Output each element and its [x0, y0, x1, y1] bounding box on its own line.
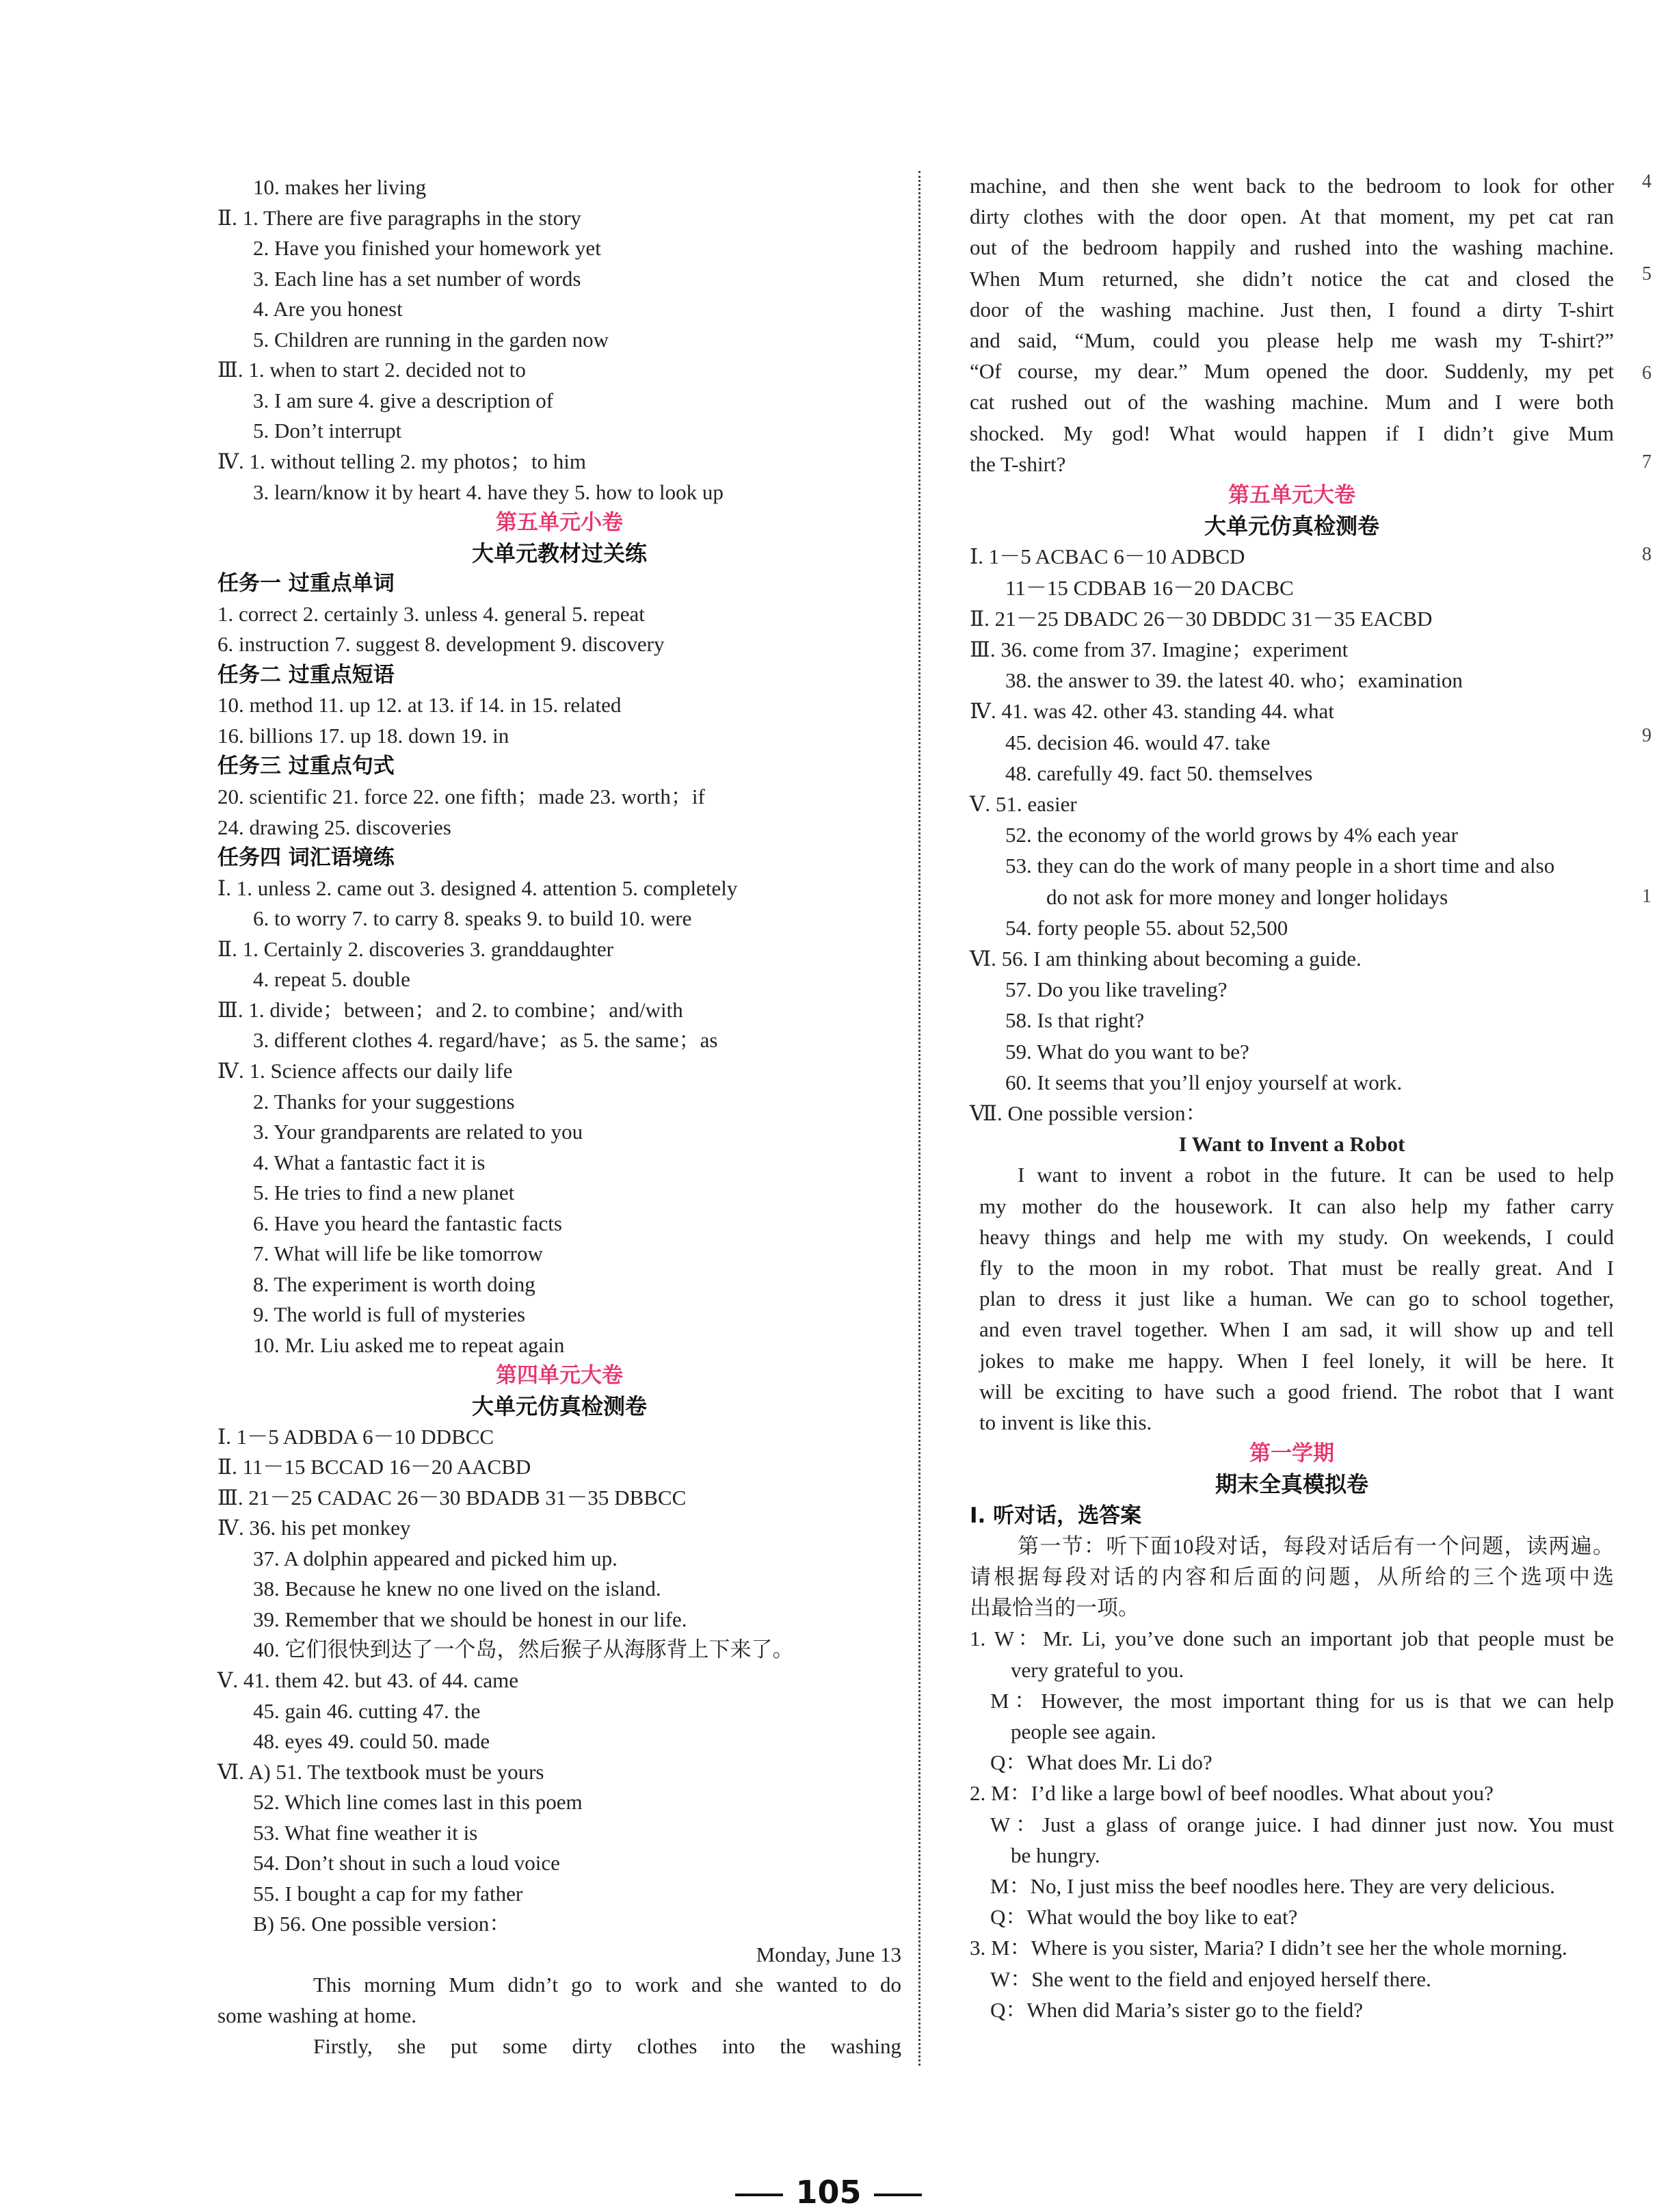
page-number-dash-right	[874, 2194, 922, 2196]
left-line: 任务四 词汇语境练	[217, 845, 395, 871]
right-line: 54. forty people 55. about 52,500	[1005, 915, 1288, 940]
page-number-text: 105	[795, 2174, 862, 2211]
left-line: Ⅴ. 41. them 42. but 43. of 44. came	[217, 1668, 518, 1692]
right-line: 38. the answer to 39. the latest 40. who；examination	[1005, 668, 1463, 693]
right-line: will be exciting to have such a good friend. The robot that I want	[979, 1379, 1614, 1404]
left-line: 10. makes her living	[253, 175, 427, 199]
right-line: door of the washing machine. Just then, I found a dirty T-shirt	[970, 297, 1614, 321]
right-line: 58. Is that right?	[1005, 1008, 1145, 1033]
right-line: Q：What does Mr. Li do?	[990, 1750, 1212, 1775]
left-line: 7. What will life be like tomorrow	[253, 1241, 543, 1266]
left-line: B) 56. One possible version：	[253, 1912, 511, 1936]
right-line: 第一节：听下面10段对话，每段对话后有一个问题，读两遍。	[1018, 1533, 1614, 1558]
right-line: be hungry.	[1011, 1843, 1100, 1867]
right-line: Ⅰ. 1－5 ACBAC 6－10 ADBCD	[970, 544, 1245, 569]
right-line: do not ask for more money and longer holidays	[1046, 884, 1448, 909]
right-line: “Of course, my dear.” Mum opened the door. Suddenly, my pet	[970, 359, 1614, 384]
left-line: 第五单元小卷	[496, 510, 623, 536]
left-line: This morning Mum didn’t go to work and she wanted to do	[313, 1973, 901, 1997]
right-line: Ⅱ. 21－25 DBADC 26－30 DBDDC 31－35 EACBD	[970, 606, 1433, 631]
left-line: 3. learn/know it by heart 4. have they 5. how to look up	[253, 479, 724, 504]
right-line: heavy things and help me with my study. On weekends, I could	[979, 1224, 1614, 1249]
left-line: 第四单元大卷	[496, 1363, 623, 1388]
left-line: Ⅱ. 11－15 BCCAD 16－20 AACBD	[217, 1455, 531, 1479]
right-line: 2. M：I’d like a large bowl of beef noodles. What about you?	[970, 1781, 1494, 1806]
right-line: plan to dress it just like a human. We can go to school together,	[979, 1287, 1614, 1311]
left-line: 5. Don’t interrupt	[253, 419, 402, 443]
edge-number: 1	[1642, 886, 1652, 907]
left-line: 38. Because he knew no one lived on the island.	[253, 1577, 661, 1601]
right-line: W：Just a glass of orange juice. I had dinner just now. You must	[990, 1812, 1614, 1836]
left-line: 8. The experiment is worth doing	[253, 1272, 535, 1296]
left-line: 4. Are you honest	[253, 297, 403, 321]
edge-number: 9	[1642, 725, 1652, 746]
left-line: 9. The world is full of mysteries	[253, 1302, 526, 1327]
right-line: Ⅵ. 56. I am thinking about becoming a guide.	[970, 947, 1362, 971]
right-line: 60. It seems that you’ll enjoy yourself at work.	[1005, 1070, 1403, 1094]
right-line: 出最恰当的一项。	[970, 1596, 1139, 1620]
right-line: Ⅲ. 36. come from 37. Imagine；experiment	[970, 637, 1349, 661]
left-line: 5. Children are running in the garden now	[253, 327, 609, 352]
left-line: 任务一 过重点单词	[217, 571, 395, 596]
left-line: 37. A dolphin appeared and picked him up.	[253, 1546, 618, 1570]
left-line: 54. Don’t shout in such a loud voice	[253, 1851, 560, 1875]
left-line: 6. instruction 7. suggest 8. development 9. discovery	[217, 632, 665, 657]
right-line: 大单元仿真检测卷	[1204, 513, 1379, 540]
right-line: machine, and then she went back to the bedroom to look for other	[970, 174, 1614, 198]
right-line: 第一学期	[1249, 1441, 1334, 1466]
edge-number: 6	[1642, 363, 1652, 384]
left-line: Ⅰ. 1－5 ADBDA 6－10 DDBCC	[217, 1424, 494, 1449]
left-line: 2. Have you finished your homework yet	[253, 236, 601, 261]
page-number-dash-left	[735, 2194, 783, 2196]
right-line: to invent is like this.	[979, 1410, 1152, 1434]
left-line: 大单元仿真检测卷	[471, 1393, 647, 1419]
right-line: 48. carefully 49. fact 50. themselves	[1005, 761, 1313, 785]
right-line: 53. they can do the work of many people in a short time and also	[1005, 854, 1555, 878]
left-line: 52. Which line comes last in this poem	[253, 1790, 583, 1815]
edge-number: 8	[1642, 544, 1652, 565]
left-line: Ⅳ. 36. his pet monkey	[217, 1516, 411, 1540]
left-line: 20. scientific 21. force 22. one fifth；made 23. worth；if	[217, 785, 705, 808]
right-line: 1. W：Mr. Li, you’ve done such an important job that people must be	[970, 1627, 1614, 1651]
left-line: 10. Mr. Liu asked me to repeat again	[253, 1332, 565, 1357]
left-line: Ⅱ. 1. There are five paragraphs in the story	[217, 205, 581, 230]
left-line: 任务二 过重点短语	[217, 662, 395, 687]
left-line: 3. different clothes 4. regard/have；as 5. the same；as	[253, 1028, 718, 1053]
left-line: Monday, June 13	[756, 1942, 901, 1966]
right-line: shocked. My god! What would happen if I didn’t give Mum	[970, 421, 1614, 445]
right-line: 11－15 CDBAB 16－20 DACBC	[1005, 575, 1294, 600]
left-line: 5. He tries to find a new planet	[253, 1181, 515, 1205]
right-line: 3. M：Where is you sister, Maria? I didn’t see her the whole morning.	[970, 1936, 1567, 1960]
left-line: Ⅳ. 1. Science affects our daily life	[217, 1058, 513, 1083]
right-line: Q：What would the boy like to eat?	[990, 1905, 1298, 1930]
right-line: the T-shirt?	[970, 451, 1066, 476]
left-line: 3. Your grandparents are related to you	[253, 1120, 583, 1144]
left-line: 40. 它们很快到达了一个岛，然后猴子从海豚背上下来了。	[253, 1637, 794, 1662]
left-line: 39. Remember that we should be honest in our life.	[253, 1607, 687, 1631]
left-line: 3. I am sure 4. give a description of	[253, 388, 554, 412]
left-line: Ⅳ. 1. without telling 2. my photos；to him	[217, 449, 587, 473]
left-line: 10. method 11. up 12. at 13. if 14. in 15. related	[217, 693, 622, 717]
right-line: 第五单元大卷	[1228, 483, 1355, 508]
right-line: out of the bedroom happily and rushed into the washing machine.	[970, 235, 1614, 260]
left-line: 3. Each line has a set number of words	[253, 266, 581, 291]
left-line: 2. Thanks for your suggestions	[253, 1089, 515, 1114]
left-line: Ⅲ. 1. divide；between；and 2. to combine；and/with	[217, 997, 683, 1022]
right-line: cat rushed out of the washing machine. Mum and I were both	[970, 390, 1614, 414]
left-line: 55. I bought a cap for my father	[253, 1881, 523, 1906]
right-line: Q：When did Maria’s sister go to the field?	[990, 1997, 1363, 2022]
right-line: 期末全真模拟卷	[1215, 1471, 1368, 1498]
column-divider	[918, 171, 920, 2066]
left-line: 16. billions 17. up 18. down 19. in	[217, 723, 509, 748]
right-line: fly to the moon in my robot. That must be really great. And I	[979, 1256, 1614, 1280]
left-line: 4. repeat 5. double	[253, 967, 410, 992]
right-line: and even travel together. When I am sad, it will show up and tell	[979, 1317, 1614, 1342]
right-line: M：However, the most important thing for us is that we can help	[990, 1688, 1614, 1713]
right-line: jokes to make me happy. When I feel lonely, it will be here. It	[979, 1348, 1614, 1373]
left-line: 4. What a fantastic fact it is	[253, 1150, 486, 1174]
right-line: When Mum returned, she didn’t notice the cat and closed the	[970, 266, 1614, 291]
right-line: Ⅳ. 41. was 42. other 43. standing 44. what	[970, 699, 1334, 724]
left-line: some washing at home.	[217, 2003, 417, 2027]
left-line: Ⅲ. 21－25 CADAC 26－30 BDADB 31－35 DBBCC	[217, 1485, 687, 1510]
left-line: 1. correct 2. certainly 3. unless 4. general 5. repeat	[217, 601, 645, 626]
edge-number: 4	[1642, 171, 1652, 192]
right-line: 52. the economy of the world grows by 4% each year	[1005, 823, 1458, 847]
right-line: very grateful to you.	[1011, 1657, 1184, 1682]
left-line: Ⅲ. 1. when to start 2. decided not to	[217, 358, 526, 382]
right-line: Ⅴ. 51. easier	[970, 792, 1077, 816]
left-line: Ⅰ. 1. unless 2. came out 3. designed 4. attention 5. completely	[217, 875, 738, 900]
left-line: 48. eyes 49. could 50. made	[253, 1729, 490, 1754]
right-line: people see again.	[1011, 1720, 1156, 1743]
right-line: 57. Do you like traveling?	[1005, 977, 1228, 1002]
left-line: 24. drawing 25. discoveries	[217, 815, 451, 839]
left-line: 6. to worry 7. to carry 8. speaks 9. to build 10. were	[253, 906, 692, 931]
right-line: my mother do the housework. It can also help my father carry	[979, 1194, 1614, 1218]
right-line: and said, “Mum, could you please help me wash my T-shirt?”	[970, 328, 1614, 352]
right-line: W：She went to the field and enjoyed herself there.	[990, 1966, 1431, 1991]
left-line: Firstly, she put some dirty clothes into the washing	[313, 2033, 901, 2058]
page-number	[0, 2174, 1657, 2211]
right-line: 45. decision 46. would 47. take	[1005, 730, 1271, 754]
right-line: dirty clothes with the door open. At that moment, my pet cat ran	[970, 205, 1614, 229]
right-line: Ⅶ. One possible version：	[970, 1101, 1207, 1125]
right-line: I want to invent a robot in the future. It can be used to help	[1018, 1163, 1614, 1187]
right-line: 请根据每段对话的内容和后面的问题，从所给的三个选项中选	[970, 1565, 1614, 1589]
edge-number: 7	[1642, 451, 1652, 473]
left-line: 45. gain 46. cutting 47. the	[253, 1698, 481, 1723]
left-line: 任务三 过重点句式	[217, 754, 395, 779]
left-line: 6. Have you heard the fantastic facts	[253, 1211, 562, 1235]
right-line: I Want to Invent a Robot	[1178, 1132, 1405, 1157]
edge-number: 5	[1642, 263, 1652, 285]
left-line: 大单元教材过关练	[471, 540, 647, 566]
right-line: Ⅰ. 听对话，选答案	[970, 1503, 1142, 1528]
left-line: Ⅱ. 1. Certainly 2. discoveries 3. granddaughter	[217, 936, 613, 961]
left-line: Ⅵ. A) 51. The textbook must be yours	[217, 1759, 544, 1784]
right-line: 59. What do you want to be?	[1005, 1039, 1249, 1064]
left-line: 53. What fine weather it is	[253, 1820, 478, 1845]
right-line: M：No, I just miss the beef noodles here. They are very delicious.	[990, 1874, 1555, 1898]
